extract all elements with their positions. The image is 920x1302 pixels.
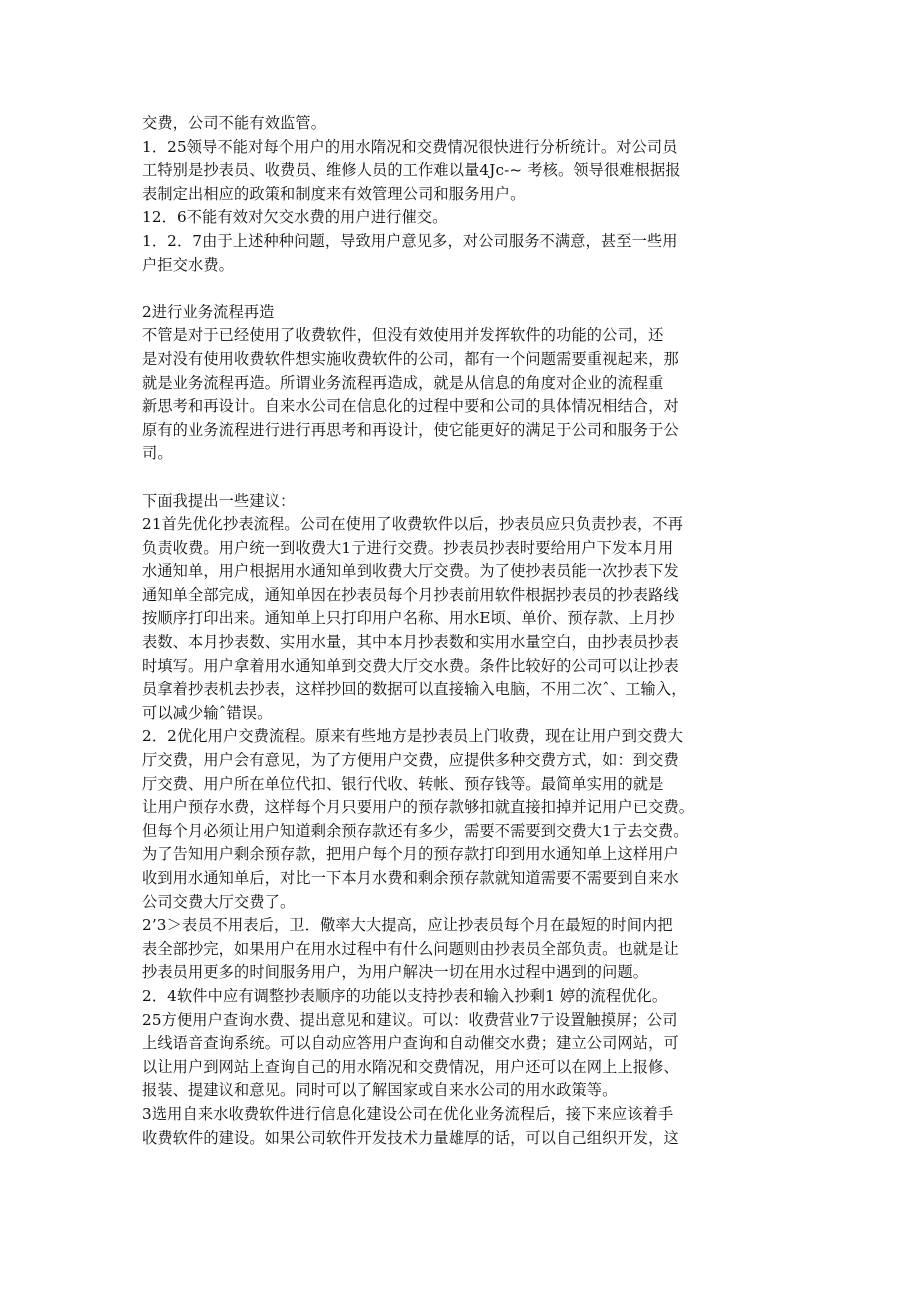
text-line: 就是业务流程再造。所谓业务流程再造成，就是从信息的角度对企业的流程重 bbox=[142, 373, 664, 392]
text-line: 抄表员用更多的时间服务用户，为用户解决一切在用水过程中遇到的问题。 bbox=[142, 963, 649, 982]
text-line: 负责收费。用户统一到收费大1亍进行交费。抄表员抄表时要给用户下发本月用 bbox=[142, 538, 674, 557]
text-line: 时填写。用户拿着用水通知单到交费大厅交水费。条件比较好的公司可以让抄表 bbox=[142, 656, 679, 675]
text-line: 下面我提出一些建议： bbox=[142, 491, 296, 510]
text-line: 是对没有使用收费软件想实施收费软件的公司，都有一个问题需要重视起来，那 bbox=[142, 349, 679, 368]
text-line: 2．4软件中应有调整抄表顺序的功能以支持抄表和输入抄剩1 婷的流程优化。 bbox=[142, 986, 668, 1005]
document-body bbox=[142, 112, 802, 1150]
text-line: 可以减少输ˆ错误。 bbox=[142, 703, 273, 722]
text-line: 2．2优化用户交费流程。原来有些地方是抄表员上门收费，现在让用户到交费大 bbox=[142, 727, 684, 746]
text-line: 表制定出相应的政策和制度来有效管理公司和服务用户。 bbox=[142, 184, 526, 203]
text-line: 让用户预存水费，这样每个月只要用户的预存款够扣就直接扣掉并记用户已交费。 bbox=[142, 798, 695, 817]
text-line: 以让用户到网站上查询自己的用水隋况和交费情况，用户还可以在网上上报修、 bbox=[142, 1057, 679, 1076]
text-line: 报装、提建议和意见。同时可以了解国家或自来水公司的用水政策等。 bbox=[142, 1081, 618, 1100]
text-line: 司。 bbox=[142, 444, 173, 463]
text-line: 原有的业务流程进行进行再思考和再设计，使它能更好的满足于公司和服务于公 bbox=[142, 420, 679, 439]
text-line: 1．2．7由于上述种种问题，导致用户意见多，对公司服务不满意，甚至一些用 bbox=[142, 231, 678, 250]
text-line: 21首先优化抄表流程。公司在使用了收费软件以后，抄表员应只负责抄表，不再 bbox=[142, 515, 684, 534]
text-line: 为了告知用户剩余预存款，把用户每个月的预存款打印到用水通知单上这样用户 bbox=[142, 845, 679, 864]
text-line: 收到用水通知单后，对比一下本月水费和剩余预存款就知道需要不需要到自来水 bbox=[142, 869, 679, 887]
text-line: 按顺序打印出来。通知单上只打印用户名称、用水E顷、单价、预存款、上月抄 bbox=[142, 609, 675, 628]
text-line: 厅交费，用户会有意见，为了方便用户交费，应提供多种交费方式，如：到交费 bbox=[142, 751, 679, 770]
text-line: 交费，公司不能有效监管。 bbox=[142, 114, 327, 132]
text-line: 表全部抄完，如果用户在用水过程中有什么问题则由抄表员全部负责。也就是让 bbox=[142, 939, 679, 958]
text-line: 25方便用户查询水费、提出意见和建议。可以：收费营业7亍设置触摸屏；公司 bbox=[142, 1010, 678, 1029]
text-line: 新思考和再设计。自来水公司在信息化的过程中要和公司的具体情况相结合，对 bbox=[142, 397, 679, 416]
text-line: 通知单全部完成，通知单因在抄表员每个月抄表前用软件根据抄表员的抄表路线 bbox=[142, 585, 679, 604]
text-line: 2’3＞表员不用表后，卫．儆率大大提高，应让抄表员每个月在最短的时间内把 bbox=[142, 916, 673, 935]
text-line: 公司交费大厅交费了。 bbox=[142, 892, 296, 911]
text-line: 工特别是抄表员、收费员、维修人员的工作难以量4Jc-~ 考核。领导很难根据报 bbox=[142, 161, 681, 180]
text-line: 表数、本月抄表数、实用水量，其中本月抄表数和实用水量空白，由抄表员抄表 bbox=[142, 633, 679, 652]
text-line: 1．25领导不能对每个用户的用水隋况和交费情况很快进行分析统计。对公司员 bbox=[142, 137, 678, 156]
text-line: 但每个月必须让用户知道剩余预存款还有多少，需要不需要到交费大1亍去交费。 bbox=[142, 821, 689, 840]
text-line: 3选用自来水收费软件进行信息化建设公司在优化业务流程后，接下来应该着手 bbox=[142, 1104, 674, 1123]
text-line: 厅交费、用户所在单位代扣、银行代收、转帐、预存钱等。最简单实用的就是 bbox=[142, 774, 664, 793]
text-line: 员拿着抄表机去抄表，这样抄回的数据可以直接输入电脑，不用二次ˆ、工输入， bbox=[142, 680, 687, 699]
text-line: 不管是对于已经使用了收费软件，但没有效使用并发挥软件的功能的公司，还 bbox=[142, 326, 664, 345]
text-line: 上线语音查询系统。可以自动应答用户查询和自动催交水费；建立公司网站，可 bbox=[142, 1034, 679, 1053]
blank-line bbox=[142, 277, 802, 301]
text-line: 收费软件的建设。如果公司软件开发技术力量雄厚的话，可以自己组织开发，这 bbox=[142, 1128, 679, 1147]
blank-line bbox=[142, 466, 802, 490]
text-line: 2进行业务流程再造 bbox=[142, 302, 275, 321]
text-line: 12．6不能有效对欠交水费的用户进行催交。 bbox=[142, 208, 448, 227]
text-line: 户拒交水费。 bbox=[142, 255, 235, 274]
text-line: 水通知单，用户根据用水通知单到收费大厅交费。为了使抄表员能一次抄表下发 bbox=[142, 562, 679, 581]
